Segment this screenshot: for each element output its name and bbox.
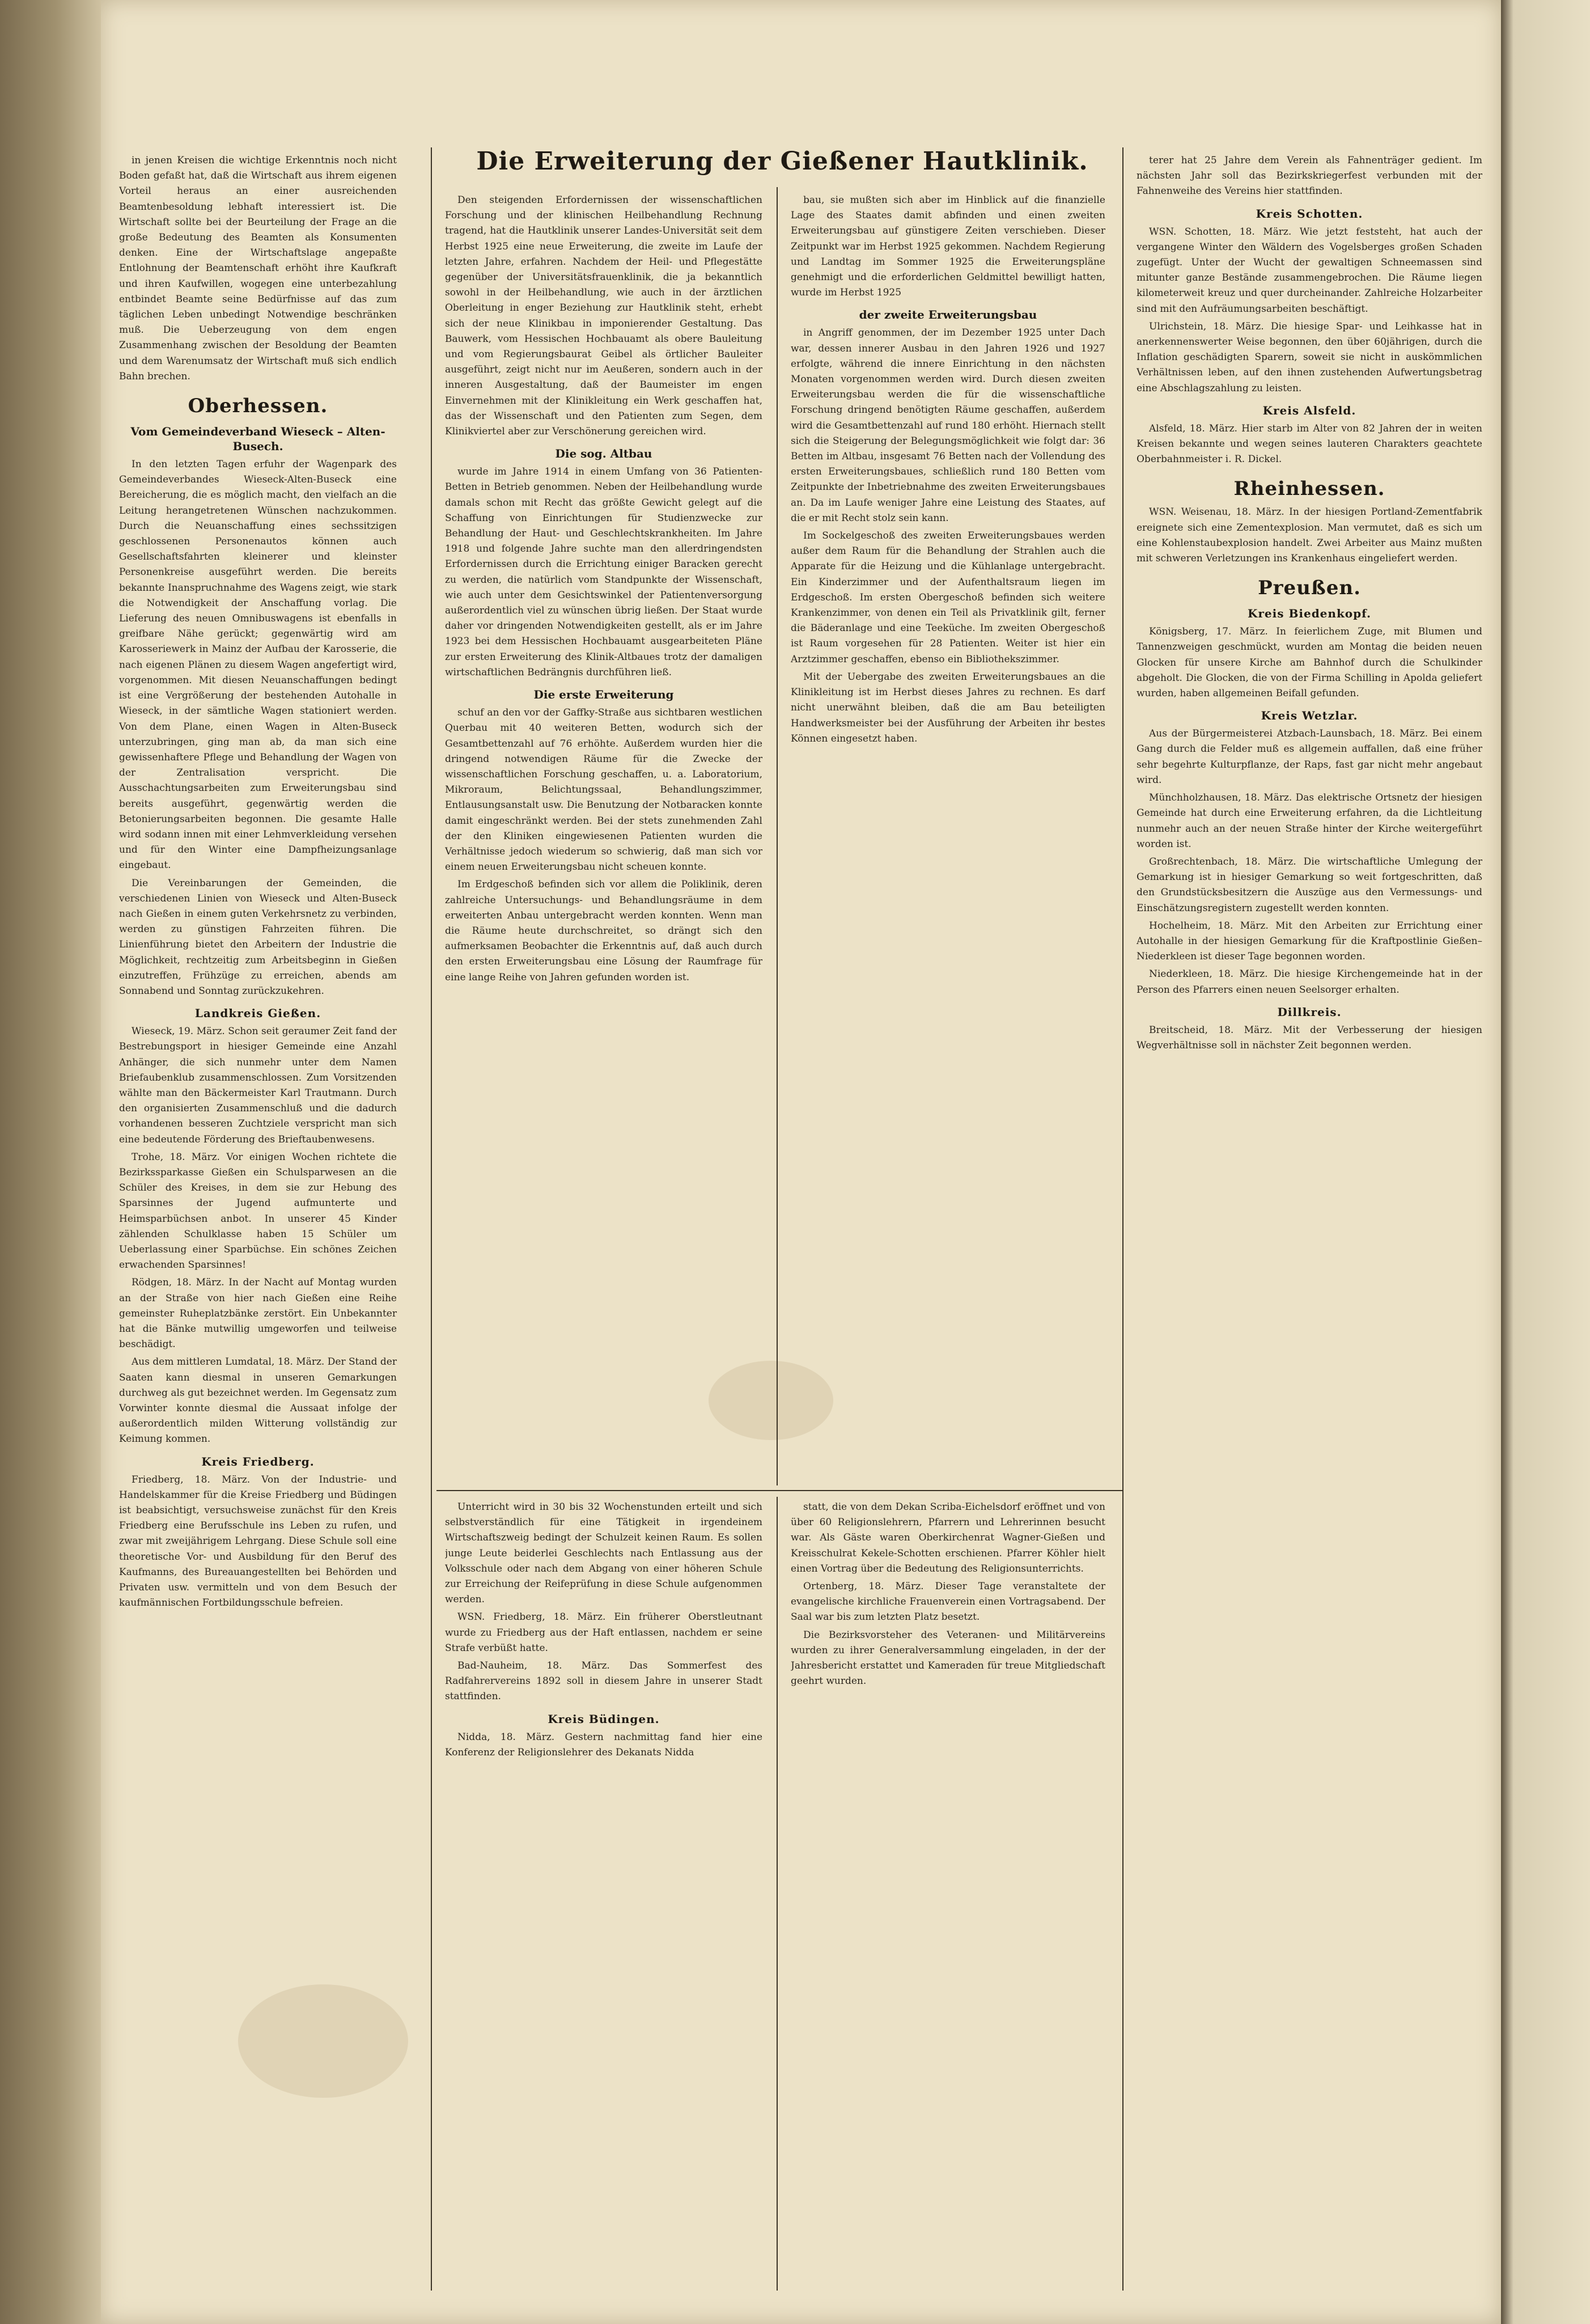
paragraph: Trohe, 18. März. Vor einigen Wochen richtete die Bezirkssparkasse Gießen ein Schulsparwesen an die Schüler des Kreises, in dem sie zur Hebung des Sparsinnes der Jugend aufmunterte und Heimsparbüchsen anbot. In unserer 45 Kinder zählenden Schulklasse haben 15 Schüler um Ueberlassung einer Sparbüchse. Ein schönes Zeichen erwachenden Sparsinnes! (119, 1151, 397, 1271)
column-2-lower (445, 1500, 762, 2291)
paragraph: statt, die von dem Dekan Scriba-Eichelsdorf eröffnet und von über 60 Religionslehrern, Pfarrern und Lehrerinnen besucht war. Als Gäste waren Oberkirchenrat Wagner-Gießen und Kreisschulrat Kekele-Schotten erschienen. Pfarrer Köhler hielt einen Vortrag über die Bedeutung des Religionsunterrichts. (791, 1501, 1105, 1574)
region-heading: Preußen. (1258, 577, 1361, 600)
column-1 (119, 153, 397, 2291)
paragraph: Niederkleen, 18. März. Die hiesige Kirchengemeinde hat in der Person des Pfarrers einen neuen Seelsorger erhalten. (1137, 968, 1482, 996)
paragraph: WSN. Friedberg, 18. März. Ein früherer Oberstleutnant wurde zu Friedberg aus der Haft entlassen, nachdem er seine Strafe verbüßt hatte. (445, 1611, 762, 1654)
paragraph: in jenen Kreisen die wichtige Erkenntnis noch nicht Boden gefaßt hat, daß die Wirtschaft aus ihrem eigenen Vorteil heraus an einer ausreichenden Beamtenbesoldung lebhaft interessiert ist. Die Wirtschaft sollte bei der Beurteilung der Frage an die große Bedeutung des Beamten als Konsumenten denken. Eine der Wirtschaftslage angepaßte Entlohnung der Beamtenschaft erhöht ihre Kaufkraft und ihren Kaufwillen, wogegen eine unterbezahlung entbindet Beamte seine Bedürfnisse auf das zum täglichen Leben unbedingt Notwendige beschränken muß. Die Ueberzeugung von dem engen Zusammenhang zwischen der Besoldung der Beamten und dem Warenumsatz der Wirtschaft muß sich endlich Bahn brechen. (119, 155, 397, 382)
paragraph: Mit der Uebergabe des zweiten Erweiterungsbaues an die Klinikleitung ist im Herbst dieses Jahres zu rechnen. Es darf nicht unerwähnt bleiben, daß die am Bau beteiligten Handwerksmeister bei der Ausführung der Arbeiten ihr bestes Können eingesetzt haben. (791, 671, 1105, 744)
paragraph: Den steigenden Erfordernissen der wissenschaftlichen Forschung und der klinischen Heilbehandlung Rechnung tragend, hat die Hautklinik unserer Landes-Universität seit dem Herbst 1925 eine neue Erweiterung, die zweite im Laufe der letzten Jahre, erfahren. Nachdem der Heil- und Pflegestätte gegenüber der Universitätsfrauenklinik, die ja bekanntlich sowohl in der Heilbehandlung, wie auch in der ärztlichen Oberleitung in enger Beziehung zur Hautklinik steht, erhebt sich der neue Klinikbau in imponierender Gestaltung. Das Bauwerk, vom Hessischen Hochbauamt als obere Bauleitung und vom Regierungsbaurat Geibel als örtlicher Bauleiter ausgeführt, zeigt nicht nur im Aeußeren, sondern auch in der inneren Ausgestaltung, daß der Baumeister im engen Einvernehmen mit der Klinikleitung ein Werk geschaffen hat, das der Wissenschaft und den Patienten zum Segen, dem Klinikviertel aber zur Verschönerung gereichen wird. (445, 194, 762, 438)
region-heading: Oberhessen. (188, 395, 328, 418)
column-rule (431, 147, 432, 2291)
paragraph: Großrechtenbach, 18. März. Die wirtschaftliche Umlegung der Gemarkung ist in hiesiger Gemarkung so weit fortgeschritten, daß den Grundstücksbesitzern die Auszüge aus den Vermessungs- und Einschätzungsregistern zugestellt werden konnten. (1137, 856, 1482, 914)
subheading: Die erste Erweiterung (533, 688, 674, 702)
subheading: der zweite Erweiterungsbau (859, 308, 1037, 322)
paragraph: WSN. Weisenau, 18. März. In der hiesigen Portland-Zementfabrik ereignete sich eine Zementexplosion. Man vermutet, daß es sich um eine Kohlenstaubexplosion handelt. Zwei Arbeiter aus Mainz mußten mit schweren Verletzungen ins Krankenhaus eingeliefert werden. (1137, 506, 1482, 565)
subheading: Vom Gemeindeverband Wieseck – Alten-Busech. (130, 425, 385, 454)
district-heading: Kreis Schotten. (1256, 206, 1363, 221)
district-heading: Dillkreis. (1277, 1005, 1342, 1019)
paragraph: wurde im Jahre 1914 in einem Umfang von 36 Patienten-Betten in Betrieb genommen. Neben der Heilbehandlung wurde damals schon mit Recht das größte Gewicht gelegt auf die Schaffung von Einrichtungen für Studienzwecke zur Behandlung der Haut- und Geschlechtskrankheiten. Im Jahre 1918 und folgende Jahre suchte man den allerdringendsten Erfordernissen durch die Errichtung einiger Baracken gerecht zu werden, die natürlich vom Standpunkte der Wissenschaft, wie auch unter dem Gesichtswinkel der Patientenversorgung außerordentlich viel zu wünschen übrig ließen. Der Staat wurde daher vor dringenden Notwendigkeiten gestellt, als er im Jahre 1923 bei dem Hessischen Hochbauamt ausgearbeiteten Pläne zur ersten Erweiterung des Klinik-Altbaues trotz der damaligen wirtschaftlichen Bedrängnis durchführen ließ. (445, 466, 762, 678)
paragraph: Ortenberg, 18. März. Dieser Tage veranstaltete der evangelische kirchliche Frauenverein einen Vortragsabend. Der Saal war bis zum letzten Platz besetzt. (791, 1581, 1105, 1623)
paragraph: Münchholzhausen, 18. März. Das elektrische Ortsnetz der hiesigen Gemeinde hat durch eine Erweiterung erfahren, da die Lichtleitung nunmehr auch an der neuen Straße hinter der Kirche weitergeführt worden ist. (1137, 792, 1482, 850)
paragraph: Unterricht wird in 30 bis 32 Wochenstunden erteilt und sich selbstverständlich für eine Tätigkeit in irgendeinem Wirtschaftszweig bedingt der Schulzeit keinen Raum. Es sollen junge Leute beiderlei Geschlechts nach Entlassung aus der Volksschule oder nach dem Abgang von einer höheren Schule zur Erreichung der Reifeprüfung in diese Schule aufgenommen werden. (445, 1501, 762, 1606)
book-binding (0, 0, 101, 2324)
paragraph: Königsberg, 17. März. In feierlichem Zuge, mit Blumen und Tannenzweigen geschmückt, wurden am Montag die beiden neuen Glocken für unsere Kirche am Bahnhof durch die Schulkinder abgeholt. Die Glocken, die von der Firma Schilling in Apolda geliefert wurden, haben allgemeinen Beifall gefunden. (1137, 626, 1482, 700)
paragraph: Im Sockelgeschoß des zweiten Erweiterungsbaues werden außer dem Raum für die Behandlung der Strahlen auch die Apparate für die Heizung und die Kühlanlage untergebracht. Ein Kinderzimmer und der Aufenthaltsraum liegen im Erdgeschoß. Im ersten Obergeschoß befinden sich weitere Krankenzimmer, von denen ein Teil als Privatklinik gilt, ferner die Bäderanlage und eine Teeküche. Im zweiten Obergeschoß ist Raum vorgesehen für 28 Patienten. Weiter ist hier ein Arztzimmer geschaffen, ebenso ein Bibliothekszimmer. (791, 530, 1105, 665)
paragraph: schuf an den vor der Gaffky-Straße aus sichtbaren westlichen Querbau mit 40 weiteren Betten, wodurch sich der Gesamtbettenzahl auf 76 erhöhte. Außerdem wurden hier die dringend notwendigen Räume für die Zwecke der wissenschaftlichen Forschung geschaffen, u. a. Laboratorium, Mikroraum, Belichtungssaal, Behandlungszimmer, Entlausungsanstalt usw. Die Benutzung der Notbaracken konnte damit eingeschränkt werden. Bei der stets zunehmenden Zahl der den Kliniken eingewiesenen Patienten wurden die Verhältnisse jedoch wiederum so schwierig, daß man sich vor einem neuen Erweiterungsbau nicht scheuen konnte. (445, 707, 762, 873)
column-rule (777, 187, 778, 1485)
paragraph: Aus dem mittleren Lumdatal, 18. März. Der Stand der Saaten kann diesmal in unseren Gemarkungen durchweg als gut bezeichnet werden. Im Gegensatz zum Vorwinter konnte diesmal die Aussaat infolge der außerordentlich milden Witterung vollständig zur Keimung kommen. (119, 1356, 397, 1445)
paragraph: Hochelheim, 18. März. Mit den Arbeiten zur Errichtung einer Autohalle in der hiesigen Gemarkung für die Kraftpostlinie Gießen–Niederkleen ist dieser Tage begonnen worden. (1137, 920, 1482, 963)
column-3 (791, 193, 1105, 1491)
district-heading: Kreis Alsfeld. (1262, 403, 1356, 417)
paragraph: Im Erdgeschoß befinden sich vor allem die Poliklinik, deren zahlreiche Untersuchungs- und Behandlungsräume in dem erweiterten Anbau untergebracht werden konnten. Wenn man die Räume heute durchschreitet, so drängt sich den aufmerksamen Beobachter die Erkenntnis auf, daß auch durch den ersten Erweiterungsbau eine Lösung der Raumfrage für eine lange Reihe von Jahren gefunden worden ist. (445, 879, 762, 983)
paragraph: Rödgen, 18. März. In der Nacht auf Montag wurden an der Straße von hier nach Gießen eine Reihe gemeinster Ruheplatzbänke zerstört. Ein Unbekannter hat die Bänke mutwillig umgeworfen und teilweise beschädigt. (119, 1277, 397, 1351)
paragraph: Wieseck, 19. März. Schon seit geraumer Zeit fand der Bestrebungsport in hiesiger Gemeinde eine Anzahl Anhänger, die sich nunmehr unter dem Namen Briefaubenklub zusammenschlossen. Zum Vorsitzenden wählte man den Bäckermeister Karl Trautmann. Durch den organisierten Zusammenschluß und die dadurch vorhandenen besseren Zuchtziele verspricht man sich eine bedeutende Förderung des Brieftaubenwesens. (119, 1026, 397, 1145)
article-headline: Die Erweiterung der Gießener Hautklinik. (476, 147, 1088, 176)
region-heading: Rheinhessen. (1233, 477, 1385, 501)
district-heading: Landkreis Gießen. (194, 1006, 321, 1021)
paragraph: Friedberg, 18. März. Von der Industrie- und Handelskammer für die Kreise Friedberg und Büdingen ist beabsichtigt, versuchsweise zunächst für den Kreis Friedberg eine Berufsschule ins Leben zu rufen, und zwar mit zweijährigem Lehrgang. Diese Schule soll eine theoretische Vor- und Ausbildung für den Beruf des Kaufmanns, des Bureauangestellten bei Behörden und Privaten usw. vermitteln und von dem Besuch der kaufmännischen Fortbildungsschule befreien. (119, 1474, 397, 1609)
district-heading: Kreis Wetzlar. (1261, 709, 1358, 723)
adjacent-page-edge (1501, 0, 1590, 2324)
paragraph: terer hat 25 Jahre dem Verein als Fahnenträger gedient. Im nächsten Jahr soll das Bezirkskriegerfest verbunden mit der Fahnenweihe des Vereins hier stattfinden. (1137, 155, 1482, 197)
paragraph: Breitscheid, 18. März. Mit der Verbesserung der hiesigen Wegverhältnisse soll in nächster Zeit begonnen werden. (1137, 1024, 1482, 1051)
paragraph: Ulrichstein, 18. März. Die hiesige Spar- und Leihkasse hat in anerkennenswerter Weise begonnen, den über 60jährigen, durch die Inflation geschädigten Sparern, soweit sie nicht in auskömmlichen Verhältnissen leben, auf den ihnen zustehenden Aufwertungsbetrag eine Abschlagszahlung zu leisten. (1137, 320, 1482, 394)
paragraph: Alsfeld, 18. März. Hier starb im Alter von 82 Jahren der in weiten Kreisen bekannte und wegen seines lauteren Charakters geachtete Oberbahnmeister i. R. Dickel. (1137, 422, 1482, 465)
paragraph: Nidda, 18. März. Gestern nachmittag fand hier eine Konferenz der Religionslehrer des Dekanats Nidda (445, 1731, 762, 1758)
district-heading: Kreis Biedenkopf. (1248, 607, 1371, 621)
district-heading: Kreis Büdingen. (548, 1712, 660, 1726)
paragraph: Aus der Bürgermeisterei Atzbach-Launsbach, 18. März. Bei einem Gang durch die Felder muß es allgemein auffallen, daß eine früher sehr begehrte Kulturpflanze, der Raps, fast gar nicht mehr angebaut wird. (1137, 728, 1482, 786)
column-3-lower (791, 1500, 1105, 2291)
paragraph: Bad-Nauheim, 18. März. Das Sommerfest des Radfahrervereins 1892 soll in diesem Jahre in unserer Stadt stattfinden. (445, 1660, 762, 1703)
paragraph: WSN. Schotten, 18. März. Wie jetzt feststeht, hat auch der vergangene Winter den Wäldern des Vogelsberges großen Schaden zugefügt. Unter der Wucht der gewaltigen Schneemassen sind mitunter ganze Bestände zusammengebrochen. Die Räume liegen kilometerweit kreuz und quer durcheinander. Zahlreiche Holzarbeiter sind mit den Aufräumungsarbeiten beschäftigt. (1137, 226, 1482, 315)
paragraph: Die Bezirksvorsteher des Veteranen- und Militärvereins wurden zu ihrer Generalversammlung eingeladen, in der der Jahresbericht erstattet und Kameraden für treue Mitgliedschaft geehrt wurden. (791, 1629, 1105, 1687)
paragraph: bau, sie mußten sich aber im Hinblick auf die finanzielle Lage des Staates damit abfinden und einen zweiten Erweiterungsbau auf günstigere Zeiten verschieben. Dieser Zeitpunkt war im Herbst 1925 gekommen. Nachdem Regierung und Landtag im Sommer 1925 die Erweiterungspläne genehmigt und die erforderlichen Geldmittel bewilligt hatten, wurde im Herbst 1925 (791, 194, 1105, 299)
subheading: Die sog. Altbau (555, 447, 652, 461)
column-rule (777, 1497, 778, 2291)
paragraph: in Angriff genommen, der im Dezember 1925 unter Dach war, dessen innerer Ausbau in den Jahren 1926 und 1927 erfolgte, während die innere Einrichtung in den nächsten Monaten vorgenommen werden wird. Durch diesen zweiten Erweiterungsbau werden die für die wissenschaftliche Forschung dringend benötigten Räume geschaffen, außerdem wird die Gesamtbettenzahl auf rund 180 erhöht. Hiernach stellt sich die Steigerung der Belegungsmöglichkeit wie folgt dar: 36 Betten im Altbau, insgesamt 76 Betten nach der Vollendung des ersten Erweiterungsbaues, schließlich rund 180 Betten vom Zeitpunkte der Inbetriebnahme des zweiten Erweiterungsbaues an. Da im Laufe weniger Jahre eine Leistung des Staates, auf die er mit Recht stolz sein kann. (791, 327, 1105, 524)
column-rule (1122, 147, 1123, 2291)
column-2 (445, 193, 762, 1491)
paragraph: In den letzten Tagen erfuhr der Wagenpark des Gemeindeverbandes Wieseck-Alten-Buseck eine Bereicherung, die es möglich macht, den vielfach an die Leitung herangetretenen Wünschen nachzukommen. Durch die Neuanschaffung eines sechssitzigen geschlossenen Personenautos können auch Gesellschaftsfahrten kleinerer und kleinster Personenkreise ausgeführt werden. Die bereits bekannte Inanspruchnahme des Wagens zeigt, wie stark die Notwendigkeit der Anschaffung vorlag. Die Lieferung des neuen Omnibuswagens ist ebenfalls in greifbare Nähe gerückt; gegenwärtig wird am Karosseriewerk in Mainz der Aufbau der Karosserie, die nach eigenen Plänen zu diesem Wagen angefertigt wird, vorgenommen. Mit diesen Neuanschaffungen bedingt ist eine Vergrößerung der bestehenden Autohalle in Wieseck, in der sämtliche Wagen stationiert werden. Von dem Plane, einen Wagen in Alten-Buseck unterzubringen, ging man ab, da man sich eine gewissenhaftere Pflege und Behandlung der Wagen von der Zentralisation verspricht. Die Ausschachtungsarbeiten zum Erweiterungsbau sind bereits ausgeführt, gegenwärtig werden die Betonierungsarbeiten begonnen. Die gesamte Halle wird sodann innen mit einer Lehmverkleidung versehen und für den Winter eine Dampfheizungsanlage eingebaut. (119, 459, 397, 871)
column-4 (1137, 153, 1482, 2291)
district-heading: Kreis Friedberg. (201, 1454, 315, 1468)
paragraph: Die Vereinbarungen der Gemeinden, die verschiedenen Linien von Wieseck und Alten-Buseck nach Gießen in einem guten Verkehrsnetz zu verbinden, werden zu günstigen Fahrzeiten führen. Die Linienführung bietet den Arbeitern der Industrie die Möglichkeit, rechtzeitig zum Arbeitsbeginn in Gießen einzutreffen, Frühzüge zu erreichen, abends am Sonnabend und Sonntag zurückzukehren. (119, 877, 397, 997)
